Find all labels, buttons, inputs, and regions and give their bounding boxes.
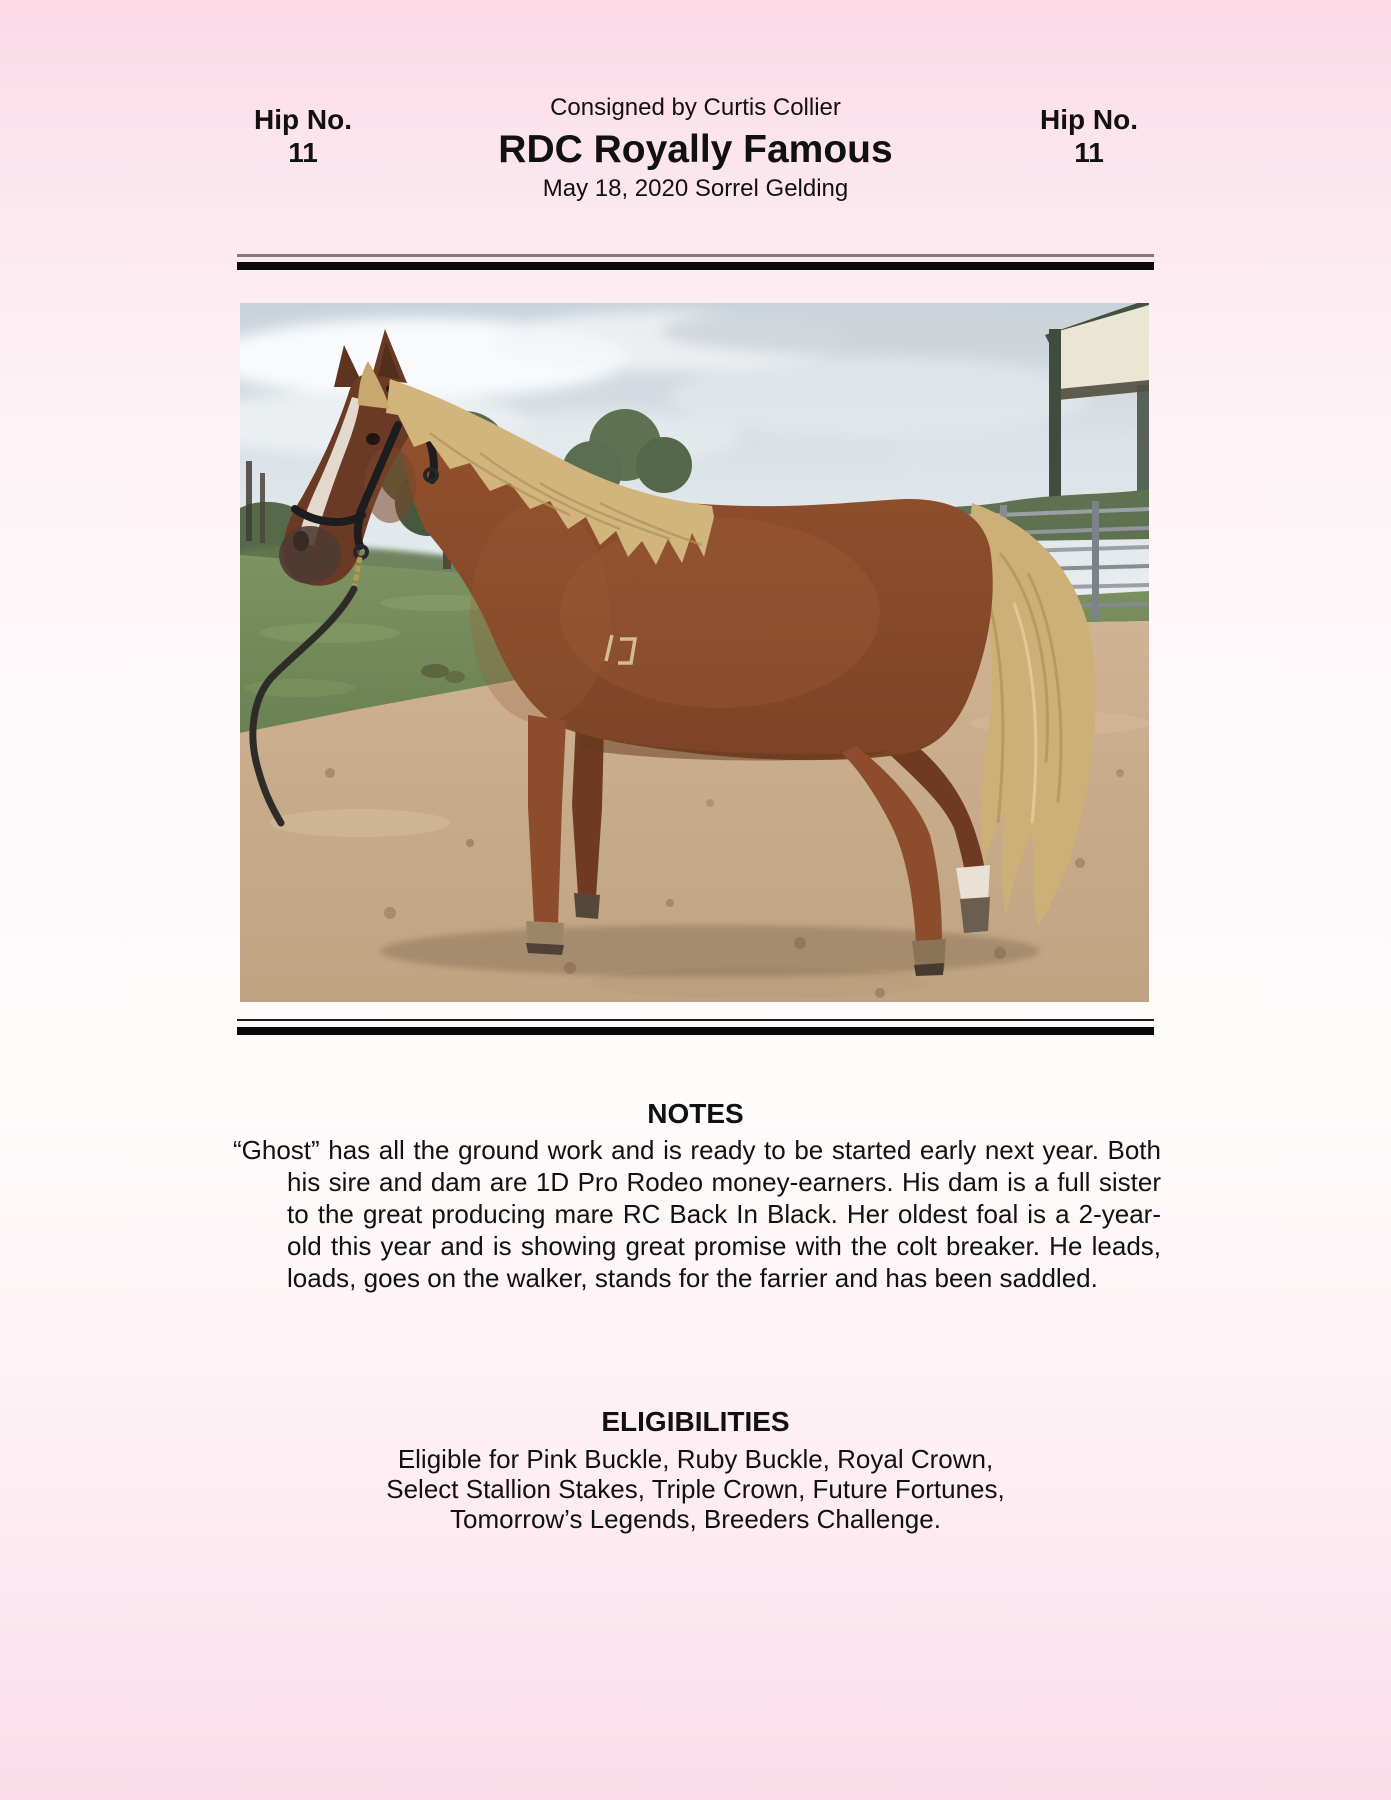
horse-name-title: RDC Royally Famous: [498, 128, 893, 171]
eligibilities-heading: ELIGIBILITIES: [601, 1406, 790, 1437]
notes-paragraph: “Ghost” has all the ground work and is ready to be started early next year. Both his sire and dam are 1D Pro Rodeo money-earners. His dam is a full sister to the great producing mare RC Back In Black. Her oldest foal is a 2-year-old this year and is showing great promise with the colt breaker. He leads, loads, goes on the walker, stands for the farrier and has been saddled.: [233, 1135, 1161, 1293]
hip-label: Hip No.: [1040, 104, 1138, 135]
top-thin-rule: [237, 254, 1154, 257]
muzzle: [279, 526, 341, 584]
eye: [366, 433, 380, 445]
eligibilities-line: Tomorrow’s Legends, Breeders Challenge.: [450, 1504, 941, 1534]
top-thick-rule: [237, 262, 1154, 270]
eligibilities-list: [0, 1444, 1391, 1534]
nostril: [293, 531, 309, 551]
hip-label: Hip No.: [254, 104, 352, 135]
hip-number: 11: [1074, 137, 1104, 168]
horse-photo-illustration: [240, 303, 1149, 1002]
hip-number: 11: [288, 137, 318, 168]
bottom-thin-rule: [237, 1019, 1154, 1021]
eligibilities-line: Eligible for Pink Buckle, Ruby Buckle, Royal Crown,: [397, 1444, 994, 1474]
shoulder-highlight: [470, 503, 610, 723]
bottom-thick-rule: [237, 1027, 1154, 1035]
consignor-line: Consigned by Curtis Collier: [550, 94, 841, 121]
horse-photo: [240, 303, 1149, 1002]
notes-heading: NOTES: [647, 1098, 744, 1129]
foal-date-color-sex-line: May 18, 2020 Sorrel Gelding: [542, 175, 849, 202]
eligibilities-line: Select Stallion Stakes, Triple Crown, Future Fortunes,: [386, 1474, 1005, 1504]
